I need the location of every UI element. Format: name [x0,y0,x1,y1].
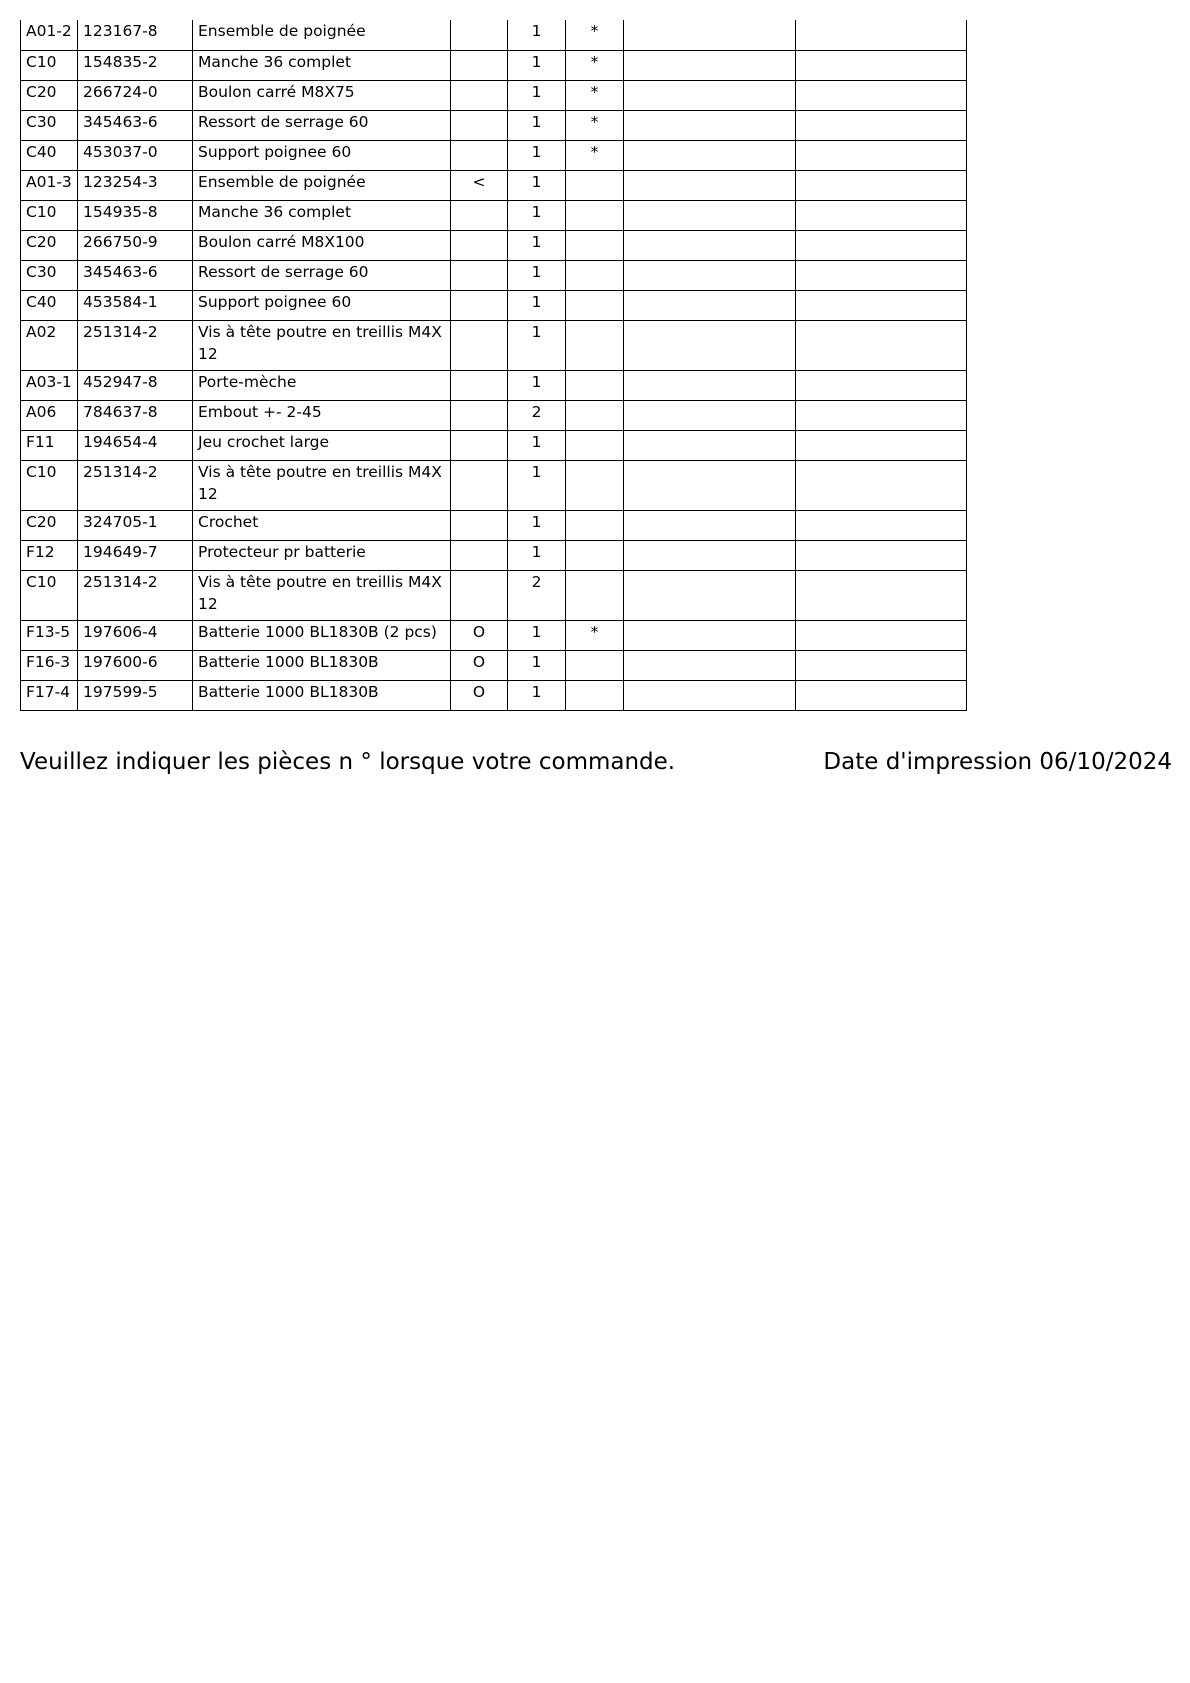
cell-blank-2 [796,680,967,710]
cell-note: * [566,80,624,110]
table-row [21,620,967,650]
cell-ref: C30 [21,260,78,290]
cell-description: Vis à tête poutre en treillis M4X12 [193,570,451,620]
cell-quantity: 1 [508,370,566,400]
table-row [21,50,967,80]
cell-part-number: 345463-6 [78,260,193,290]
cell-blank-2 [796,370,967,400]
cell-quantity: 1 [508,260,566,290]
cell-mark [451,320,508,370]
cell-ref: C20 [21,80,78,110]
cell-ref: A01-2 [21,20,78,50]
cell-note [566,230,624,260]
cell-description: Porte-mèche [193,370,451,400]
cell-part-number: 324705-1 [78,510,193,540]
cell-description: Ressort de serrage 60 [193,110,451,140]
cell-mark [451,400,508,430]
cell-quantity: 1 [508,620,566,650]
cell-note [566,200,624,230]
cell-mark [451,510,508,540]
cell-blank-2 [796,460,967,510]
cell-part-number: 345463-6 [78,110,193,140]
cell-blank-2 [796,540,967,570]
cell-part-number: 266724-0 [78,80,193,110]
cell-note [566,460,624,510]
cell-description: Manche 36 complet [193,200,451,230]
table-row [21,510,967,540]
cell-description: Jeu crochet large [193,430,451,460]
cell-ref: C10 [21,570,78,620]
cell-note [566,540,624,570]
cell-note [566,680,624,710]
cell-part-number: 123167-8 [78,20,193,50]
cell-blank-2 [796,200,967,230]
cell-mark: O [451,680,508,710]
cell-note: * [566,50,624,80]
cell-quantity: 1 [508,230,566,260]
cell-blank-2 [796,430,967,460]
cell-description: Ensemble de poignée [193,20,451,50]
cell-ref: C20 [21,230,78,260]
cell-part-number: 453037-0 [78,140,193,170]
cell-mark [451,50,508,80]
order-instruction-note: Veuillez indiquer les pièces n ° lorsque votre commande. [20,749,676,775]
cell-mark [451,80,508,110]
table-row [21,370,967,400]
cell-quantity: 1 [508,170,566,200]
cell-quantity: 1 [508,140,566,170]
cell-part-number: 266750-9 [78,230,193,260]
table-row [21,680,967,710]
cell-quantity: 1 [508,540,566,570]
cell-ref: F17-4 [21,680,78,710]
table-row [21,570,967,620]
cell-blank-1 [624,570,796,620]
cell-part-number: 194649-7 [78,540,193,570]
cell-blank-2 [796,170,967,200]
table-row [21,20,967,50]
cell-mark [451,260,508,290]
cell-mark [451,20,508,50]
table-row [21,320,967,370]
cell-mark [451,430,508,460]
table-row [21,80,967,110]
cell-description: Support poignee 60 [193,290,451,320]
cell-description: Batterie 1000 BL1830B [193,680,451,710]
cell-quantity: 1 [508,20,566,50]
cell-mark [451,290,508,320]
cell-ref: C10 [21,460,78,510]
cell-blank-2 [796,110,967,140]
cell-description: Vis à tête poutre en treillis M4X12 [193,320,451,370]
cell-description: Manche 36 complet [193,50,451,80]
cell-mark [451,200,508,230]
cell-description: Support poignee 60 [193,140,451,170]
cell-note [566,260,624,290]
cell-part-number: 197599-5 [78,680,193,710]
cell-blank-2 [796,320,967,370]
cell-part-number: 154835-2 [78,50,193,80]
cell-description: Boulon carré M8X100 [193,230,451,260]
table-row [21,170,967,200]
cell-mark: O [451,650,508,680]
cell-note: * [566,620,624,650]
cell-part-number: 154935-8 [78,200,193,230]
cell-note [566,570,624,620]
cell-note [566,650,624,680]
cell-blank-1 [624,400,796,430]
cell-ref: C10 [21,200,78,230]
cell-part-number: 452947-8 [78,370,193,400]
cell-note: * [566,140,624,170]
cell-blank-2 [796,510,967,540]
cell-quantity: 2 [508,400,566,430]
cell-mark [451,140,508,170]
cell-part-number: 251314-2 [78,570,193,620]
cell-ref: A01-3 [21,170,78,200]
cell-blank-1 [624,320,796,370]
cell-note: * [566,20,624,50]
cell-blank-1 [624,20,796,50]
cell-blank-2 [796,80,967,110]
cell-blank-1 [624,540,796,570]
cell-blank-1 [624,680,796,710]
cell-blank-1 [624,80,796,110]
cell-quantity: 1 [508,290,566,320]
cell-note: * [566,110,624,140]
table-row [21,140,967,170]
cell-note [566,370,624,400]
table-row [21,430,967,460]
cell-blank-1 [624,620,796,650]
cell-ref: F16-3 [21,650,78,680]
cell-blank-1 [624,510,796,540]
cell-note [566,290,624,320]
cell-blank-1 [624,260,796,290]
cell-blank-2 [796,50,967,80]
cell-ref: C10 [21,50,78,80]
cell-part-number: 197606-4 [78,620,193,650]
cell-quantity: 1 [508,80,566,110]
cell-blank-1 [624,170,796,200]
cell-part-number: 453584-1 [78,290,193,320]
cell-part-number: 784637-8 [78,400,193,430]
cell-blank-1 [624,230,796,260]
table-row [21,290,967,320]
cell-part-number: 251314-2 [78,460,193,510]
cell-blank-2 [796,230,967,260]
table-row [21,110,967,140]
cell-blank-2 [796,20,967,50]
table-row [21,230,967,260]
cell-ref: C40 [21,290,78,320]
table-row [21,650,967,680]
cell-mark: O [451,620,508,650]
cell-blank-2 [796,260,967,290]
cell-part-number: 197600-6 [78,650,193,680]
cell-description: Ressort de serrage 60 [193,260,451,290]
cell-blank-2 [796,290,967,320]
cell-blank-1 [624,140,796,170]
cell-blank-2 [796,650,967,680]
cell-part-number: 123254-3 [78,170,193,200]
cell-quantity: 1 [508,680,566,710]
table-row [21,540,967,570]
cell-blank-1 [624,650,796,680]
cell-blank-1 [624,430,796,460]
cell-mark: < [451,170,508,200]
cell-note [566,430,624,460]
cell-ref: C40 [21,140,78,170]
cell-description: Boulon carré M8X75 [193,80,451,110]
table-row [21,460,967,510]
cell-quantity: 1 [508,200,566,230]
cell-mark [451,370,508,400]
cell-note [566,170,624,200]
cell-quantity: 2 [508,570,566,620]
cell-description: Embout +- 2-45 [193,400,451,430]
cell-blank-2 [796,400,967,430]
table-row [21,260,967,290]
cell-description: Batterie 1000 BL1830B (2 pcs) [193,620,451,650]
cell-ref: F13-5 [21,620,78,650]
cell-ref: C30 [21,110,78,140]
cell-quantity: 1 [508,460,566,510]
table-row [21,400,967,430]
cell-quantity: 1 [508,430,566,460]
parts-table-body [21,20,967,710]
cell-description: Vis à tête poutre en treillis M4X12 [193,460,451,510]
parts-table [20,20,967,711]
cell-mark [451,110,508,140]
cell-blank-2 [796,570,967,620]
cell-quantity: 1 [508,110,566,140]
cell-mark [451,540,508,570]
cell-blank-1 [624,200,796,230]
cell-description: Batterie 1000 BL1830B [193,650,451,680]
cell-blank-1 [624,50,796,80]
cell-description: Crochet [193,510,451,540]
print-date: Date d'impression 06/10/2024 [823,749,1172,775]
cell-quantity: 1 [508,320,566,370]
cell-blank-1 [624,290,796,320]
cell-quantity: 1 [508,650,566,680]
cell-ref: A06 [21,400,78,430]
cell-blank-2 [796,140,967,170]
cell-mark [451,460,508,510]
cell-description: Protecteur pr batterie [193,540,451,570]
cell-blank-1 [624,370,796,400]
cell-ref: A03-1 [21,370,78,400]
table-row [21,200,967,230]
cell-quantity: 1 [508,510,566,540]
cell-ref: A02 [21,320,78,370]
cell-blank-2 [796,620,967,650]
cell-note [566,510,624,540]
cell-part-number: 251314-2 [78,320,193,370]
cell-mark [451,230,508,260]
cell-ref: C20 [21,510,78,540]
cell-ref: F12 [21,540,78,570]
cell-note [566,400,624,430]
cell-ref: F11 [21,430,78,460]
cell-description: Ensemble de poignée [193,170,451,200]
cell-blank-1 [624,460,796,510]
cell-mark [451,570,508,620]
cell-note [566,320,624,370]
cell-part-number: 194654-4 [78,430,193,460]
cell-blank-1 [624,110,796,140]
cell-quantity: 1 [508,50,566,80]
